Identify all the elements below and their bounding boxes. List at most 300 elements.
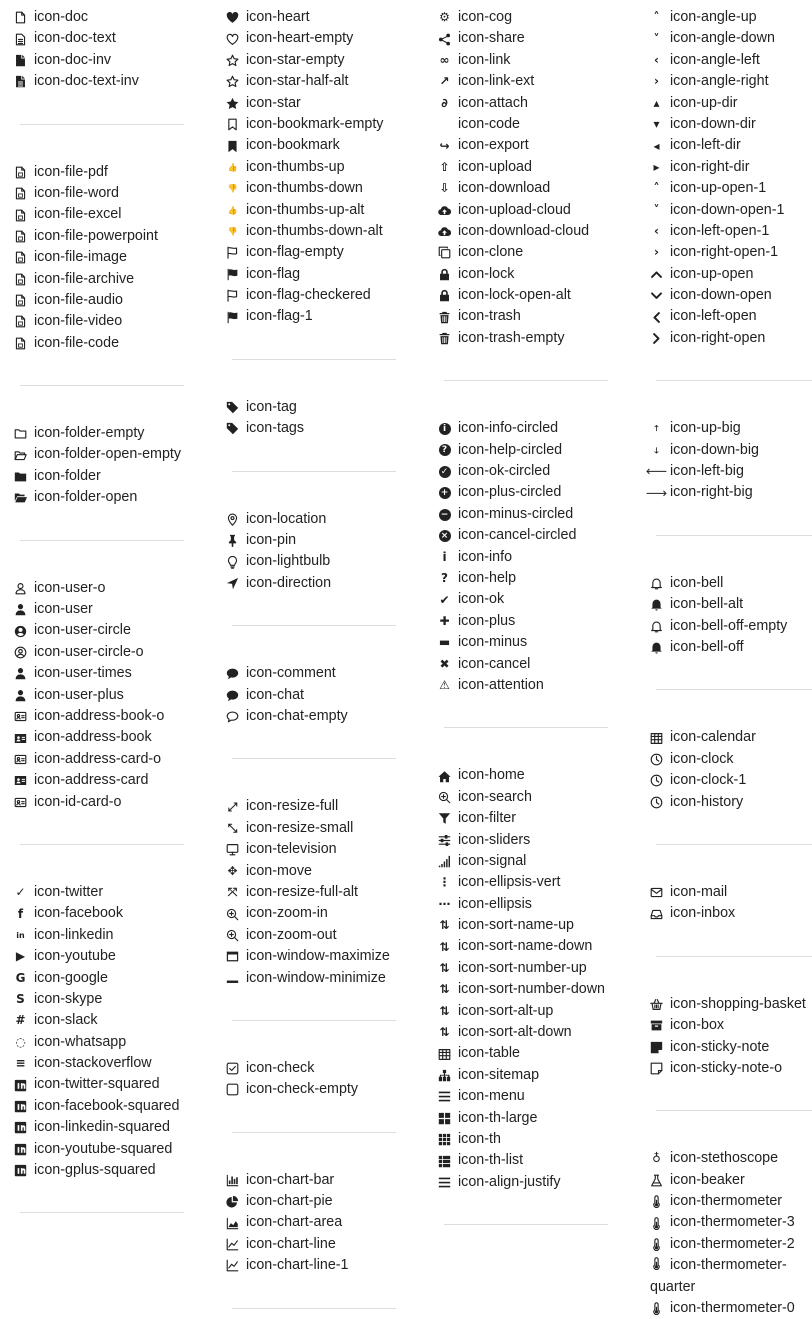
icon-list-item bbox=[14, 882, 199, 903]
icon-label: icon-inbox bbox=[670, 905, 736, 922]
icon-label: icon-sitemap bbox=[458, 1066, 540, 1083]
icon-list-item bbox=[438, 135, 608, 156]
icon-label: icon-download bbox=[458, 180, 551, 197]
icon-label: icon-resize-full-alt bbox=[246, 883, 359, 900]
icon-group bbox=[650, 727, 812, 813]
icon-label: icon-info-circled bbox=[458, 420, 559, 437]
icon-label: icon-attention bbox=[458, 676, 544, 693]
icon-label: icon-pin bbox=[246, 532, 297, 549]
zoom-icon bbox=[438, 791, 451, 804]
glyph-icon: G bbox=[15, 970, 26, 985]
bell-solid-icon bbox=[650, 598, 663, 611]
television-icon bbox=[226, 843, 239, 856]
icon-label: icon-location bbox=[246, 510, 327, 527]
icon-list-item bbox=[14, 620, 199, 641]
icon-list-item bbox=[438, 525, 608, 546]
glyph-icon: ▴ bbox=[653, 95, 660, 110]
glyph-icon: f bbox=[17, 906, 24, 921]
icon-list-item bbox=[438, 440, 608, 461]
icon-label: icon-right-big bbox=[670, 484, 753, 501]
sliders-icon bbox=[438, 834, 451, 847]
bookmark-icon bbox=[226, 140, 239, 153]
filter-icon bbox=[438, 812, 451, 825]
icon-group bbox=[14, 423, 199, 509]
glyph-icon: ⇅ bbox=[439, 961, 450, 976]
icon-label: icon-youtube-squared bbox=[34, 1140, 173, 1157]
icon-list-item bbox=[650, 285, 812, 306]
user-icon bbox=[14, 667, 27, 680]
glyph-icon: 👍 bbox=[227, 162, 238, 172]
icon-list-item bbox=[438, 114, 608, 135]
icon-label: icon-sort-name-up bbox=[458, 917, 575, 934]
icon-list-item bbox=[438, 830, 608, 851]
file-icon bbox=[14, 230, 27, 243]
user-o-icon bbox=[14, 582, 27, 595]
group-divider bbox=[656, 844, 812, 845]
icon-list-item bbox=[438, 872, 608, 893]
icon-label: icon-table bbox=[458, 1045, 520, 1062]
icon-list-item bbox=[14, 706, 199, 727]
icon-label: icon-chart-pie bbox=[246, 1193, 333, 1210]
icon-list-item bbox=[226, 178, 396, 199]
icon-group bbox=[438, 765, 608, 1193]
icon-label: icon-angle-left bbox=[670, 51, 760, 68]
glyph-icon: ⤡ bbox=[227, 820, 238, 835]
icon-list-item bbox=[226, 1234, 396, 1255]
icon-list-item bbox=[650, 1191, 812, 1212]
icon-list-item bbox=[226, 946, 396, 967]
glyph-icon: ⤧ bbox=[227, 885, 238, 900]
glyph-icon: ▶ bbox=[15, 949, 26, 964]
bell-solid-icon bbox=[650, 641, 663, 654]
icon-list-item bbox=[650, 71, 812, 92]
glyph-icon: ‹ bbox=[654, 52, 659, 67]
icon-label: icon-linkedin-squared bbox=[34, 1119, 170, 1136]
icon-label: icon-heart-empty bbox=[246, 30, 354, 47]
glyph-icon: ✖ bbox=[439, 656, 450, 671]
icon-label: icon-signal bbox=[458, 852, 527, 869]
icon-label: icon-flag-empty bbox=[246, 244, 344, 261]
icon-label: icon-cancel-circled bbox=[458, 527, 577, 544]
glyph-icon: › bbox=[654, 245, 659, 260]
icon-label: icon-export bbox=[458, 137, 529, 154]
icon-label: icon-file-image bbox=[34, 249, 127, 266]
thermo-icon bbox=[650, 1302, 663, 1315]
icon-list-item bbox=[226, 903, 396, 924]
group-divider bbox=[232, 471, 396, 472]
square-icon bbox=[14, 1100, 27, 1113]
icon-label: icon-plus bbox=[458, 612, 516, 629]
icon-label: icon-home bbox=[458, 767, 525, 784]
glyph-icon: # bbox=[15, 1013, 26, 1028]
icon-label: icon-download-cloud bbox=[458, 222, 590, 239]
star-empty-icon bbox=[226, 54, 239, 67]
card-o-icon bbox=[14, 796, 27, 809]
icon-list-item bbox=[650, 1015, 812, 1036]
folder-icon bbox=[14, 470, 27, 483]
icon-label: icon-clock-1 bbox=[670, 772, 747, 789]
icon-list-item bbox=[438, 93, 608, 114]
group-divider bbox=[232, 758, 396, 759]
flag-empty-icon bbox=[226, 289, 239, 302]
icon-label: icon-file-excel bbox=[34, 206, 122, 223]
icon-label: icon-flag bbox=[246, 265, 301, 282]
comment-icon bbox=[226, 667, 239, 680]
icon-list-item bbox=[14, 466, 199, 487]
icon-list-item bbox=[226, 968, 396, 989]
icon-list-item bbox=[438, 504, 608, 525]
glyph-icon: 🡑 bbox=[654, 424, 659, 434]
icon-list-item bbox=[438, 808, 608, 829]
icon-list-item bbox=[650, 770, 812, 791]
icon-label: icon-flag-checkered bbox=[246, 287, 371, 304]
icon-label: icon-file-video bbox=[34, 313, 123, 330]
icon-list-item bbox=[650, 1298, 812, 1319]
icon-label: icon-lock bbox=[458, 265, 515, 282]
icon-label: icon-down-open-1 bbox=[670, 201, 785, 218]
icon-list-item bbox=[14, 1160, 199, 1181]
tag-icon bbox=[226, 422, 239, 435]
glyph-icon: 👍 bbox=[227, 205, 238, 215]
icon-label: icon-file-pdf bbox=[34, 163, 108, 180]
icon-label: icon-youtube bbox=[34, 948, 116, 965]
icon-list-item bbox=[14, 903, 199, 924]
glyph-icon: ↗ bbox=[439, 74, 450, 89]
icon-label: icon-television bbox=[246, 841, 337, 858]
icon-list-item bbox=[650, 200, 812, 221]
card-icon bbox=[14, 774, 27, 787]
icon-label: icon-beaker bbox=[670, 1171, 745, 1188]
icon-label: icon-bookmark-empty bbox=[246, 115, 384, 132]
icon-list-item bbox=[650, 1037, 812, 1058]
group-divider bbox=[20, 844, 184, 845]
icon-label: icon-thumbs-up-alt bbox=[246, 201, 365, 218]
icon-label: icon-lightbulb bbox=[246, 553, 331, 570]
icon-list-item bbox=[438, 264, 608, 285]
icon-label: icon-file-audio bbox=[34, 291, 124, 308]
icon-list-item bbox=[226, 551, 396, 572]
folder-open-empty-icon bbox=[14, 449, 27, 462]
doc-text-inv-icon bbox=[14, 75, 27, 88]
clock-icon bbox=[650, 796, 663, 809]
thermo-icon bbox=[650, 1195, 663, 1208]
group-divider bbox=[656, 380, 812, 381]
icon-list-item bbox=[438, 461, 608, 482]
icon-label: icon-sort-number-down bbox=[458, 981, 605, 998]
icon-label: icon-th bbox=[458, 1130, 501, 1147]
icon-label: icon-angle-up bbox=[670, 9, 757, 25]
table-icon bbox=[438, 1048, 451, 1061]
icon-label: icon-tag bbox=[246, 398, 297, 415]
group-divider bbox=[20, 124, 184, 125]
icon-label: icon-clock bbox=[670, 750, 734, 767]
th-icon bbox=[438, 1133, 451, 1146]
icon-label: icon-box bbox=[670, 1017, 725, 1034]
icon-list-item bbox=[438, 418, 608, 439]
icon-group bbox=[650, 573, 812, 659]
icon-list-item bbox=[14, 792, 199, 813]
icon-label: icon-slack bbox=[34, 1012, 98, 1029]
icon-group bbox=[650, 882, 812, 925]
glyph-icon: ⇅ bbox=[439, 918, 450, 933]
icon-list-item bbox=[650, 637, 812, 658]
icon-label: icon-user-o bbox=[34, 579, 106, 596]
glyph-icon: ◌ bbox=[15, 1034, 26, 1049]
comment-empty-icon bbox=[226, 710, 239, 723]
icon-list-item bbox=[14, 1096, 199, 1117]
icon-list-item bbox=[226, 200, 396, 221]
icon-list-item bbox=[226, 7, 396, 28]
icon-label: icon-up-open bbox=[670, 265, 754, 282]
icon-list-item bbox=[14, 663, 199, 684]
icon-label: icon-right-dir bbox=[670, 158, 750, 175]
glyph-icon bbox=[438, 118, 451, 131]
icon-list-item bbox=[438, 915, 608, 936]
user-icon bbox=[14, 689, 27, 702]
icon-label: icon-left-big bbox=[670, 463, 744, 480]
icon-label: icon-address-book-o bbox=[34, 707, 165, 724]
icon-list-item bbox=[14, 925, 199, 946]
icon-label: icon-check bbox=[246, 1059, 315, 1076]
icon-label: icon-window-maximize bbox=[246, 948, 390, 965]
icon-list-item bbox=[650, 221, 812, 242]
icon-list-item bbox=[438, 894, 608, 915]
glyph-icon: ⋯ bbox=[438, 896, 451, 911]
icon-label: icon-direction bbox=[246, 574, 332, 591]
icon-label: icon-twitter bbox=[34, 883, 104, 900]
icon-list-item bbox=[14, 247, 199, 268]
icon-list-item bbox=[438, 7, 608, 28]
icon-list-item bbox=[438, 285, 608, 306]
icon-label: icon-thermometer-quarter bbox=[650, 1257, 787, 1295]
icon-list-item bbox=[645, 482, 812, 503]
bell-icon bbox=[650, 620, 663, 633]
icon-label: icon-chart-line-1 bbox=[246, 1257, 349, 1274]
icon-list-item bbox=[438, 787, 608, 808]
circle-glyph-icon: − bbox=[438, 508, 451, 521]
icon-label: icon-upload bbox=[458, 158, 532, 175]
icon-label: icon-thumbs-down-alt bbox=[246, 222, 383, 239]
icon-list-item bbox=[438, 1022, 608, 1043]
file-icon bbox=[14, 187, 27, 200]
icon-list-item bbox=[226, 1170, 396, 1191]
icon-list-item bbox=[650, 1234, 812, 1255]
star-icon bbox=[226, 97, 239, 110]
file-icon bbox=[14, 209, 27, 222]
icon-list-item bbox=[438, 1086, 608, 1107]
icon-label: icon-file-word bbox=[34, 184, 120, 201]
group-divider bbox=[232, 625, 396, 626]
circle-glyph-icon: ? bbox=[438, 444, 451, 457]
icon-list-item bbox=[650, 1212, 812, 1233]
icon-list-item bbox=[14, 1074, 199, 1095]
user-circle-icon bbox=[14, 625, 27, 638]
direction-icon bbox=[226, 577, 239, 590]
icon-group bbox=[438, 7, 608, 349]
flag-empty-icon bbox=[226, 246, 239, 259]
icon-label: icon-bell-alt bbox=[670, 596, 744, 613]
icon-label: icon-link-ext bbox=[458, 73, 535, 90]
icon-list-item bbox=[438, 1172, 608, 1193]
icon-label: icon-stackoverflow bbox=[34, 1055, 152, 1072]
icon-list-item bbox=[438, 547, 608, 568]
icon-label: icon-thermometer bbox=[670, 1193, 783, 1210]
file-icon bbox=[14, 294, 27, 307]
file-icon bbox=[14, 273, 27, 286]
icon-list-item bbox=[226, 93, 396, 114]
comment-icon bbox=[226, 689, 239, 702]
chart-area-icon bbox=[226, 1217, 239, 1230]
icon-label: icon-left-dir bbox=[670, 137, 741, 154]
icon-label: icon-cog bbox=[458, 9, 513, 25]
icon-group bbox=[226, 663, 396, 727]
icon-label: icon-tags bbox=[246, 420, 305, 437]
circle-glyph-icon: ✓ bbox=[438, 465, 451, 478]
icon-list-item bbox=[226, 530, 396, 551]
glyph-icon: ≡ bbox=[15, 1056, 26, 1071]
icon-list-item bbox=[14, 7, 199, 28]
icon-label: icon-bookmark bbox=[246, 137, 340, 154]
thermo-icon bbox=[650, 1257, 663, 1270]
icon-list-item bbox=[226, 397, 396, 418]
folder-open-icon bbox=[14, 491, 27, 504]
bookmark-empty-icon bbox=[226, 118, 239, 131]
bell-icon bbox=[650, 577, 663, 590]
glyph-icon: 🡐 bbox=[645, 467, 668, 477]
group-divider bbox=[20, 1212, 184, 1213]
icon-list-item bbox=[14, 269, 199, 290]
icon-list-item bbox=[438, 936, 608, 957]
icon-label: icon-thermometer-2 bbox=[670, 1235, 795, 1252]
icon-list-item bbox=[14, 1032, 199, 1053]
icon-label: icon-th-large bbox=[458, 1109, 538, 1126]
icon-list-item bbox=[650, 1058, 812, 1079]
sticky-icon bbox=[650, 1041, 663, 1054]
icon-list-item bbox=[226, 71, 396, 92]
flag-icon bbox=[226, 268, 239, 281]
icon-label: icon-file-archive bbox=[34, 270, 135, 287]
glyph-icon: ✥ bbox=[227, 863, 238, 878]
icon-label: icon-user bbox=[34, 601, 93, 618]
icon-label: icon-angle-right bbox=[670, 73, 769, 90]
clock-icon bbox=[650, 774, 663, 787]
icon-list-item bbox=[226, 663, 396, 684]
icon-list-item bbox=[14, 1139, 199, 1160]
icon-label: icon-link bbox=[458, 51, 511, 68]
icon-list-item bbox=[650, 1148, 812, 1169]
icon-label: icon-th-list bbox=[458, 1152, 524, 1169]
clock-icon bbox=[650, 753, 663, 766]
icon-label: icon-chart-bar bbox=[246, 1171, 335, 1188]
group-divider bbox=[656, 535, 812, 536]
glyph-icon: ⤢ bbox=[227, 799, 238, 814]
icon-list-item bbox=[226, 264, 396, 285]
glyph-icon: ♁ bbox=[652, 1151, 661, 1166]
icon-list-item bbox=[226, 1255, 396, 1276]
icon-list-item bbox=[438, 221, 608, 242]
icon-list-item bbox=[14, 727, 199, 748]
chev-left-icon bbox=[650, 311, 663, 324]
glyph-icon: ∂ bbox=[441, 95, 448, 110]
icon-label: icon-twitter-squared bbox=[34, 1076, 160, 1093]
cloud-icon bbox=[438, 225, 451, 238]
icon-list-item bbox=[438, 654, 608, 675]
icon-label: icon-up-open-1 bbox=[670, 180, 767, 197]
chart-bar-icon bbox=[226, 1174, 239, 1187]
group-divider bbox=[656, 1110, 812, 1111]
icon-list-item bbox=[226, 1191, 396, 1212]
icon-list-item bbox=[14, 642, 199, 663]
icon-label: icon-folder-open bbox=[34, 489, 138, 506]
glyph-icon: ⚠ bbox=[439, 678, 450, 693]
chev-down-icon bbox=[650, 289, 663, 302]
chart-pie-icon bbox=[226, 1195, 239, 1208]
icon-list-item bbox=[438, 71, 608, 92]
icon-list-item bbox=[226, 50, 396, 71]
icon-list-item bbox=[226, 925, 396, 946]
chart-line-icon bbox=[226, 1259, 239, 1272]
icon-label: icon-sort-name-down bbox=[458, 938, 593, 955]
icon-list-item bbox=[14, 968, 199, 989]
icon-list-item bbox=[14, 28, 199, 49]
icon-label: icon-align-justify bbox=[458, 1173, 561, 1190]
icon-label: icon-down-big bbox=[670, 441, 760, 458]
icon-group bbox=[226, 509, 396, 595]
icon-list-item bbox=[226, 818, 396, 839]
glyph-icon: ∞ bbox=[439, 52, 450, 67]
glyph-icon: ▸ bbox=[653, 159, 660, 174]
icon-list-item bbox=[438, 328, 608, 349]
glyph-icon: ⋮ bbox=[438, 875, 451, 890]
icon-label: icon-sliders bbox=[458, 831, 531, 848]
icon-label: icon-down-dir bbox=[670, 115, 756, 132]
icon-label: icon-move bbox=[246, 862, 312, 879]
doc-icon bbox=[14, 11, 27, 24]
chev-up-icon bbox=[650, 268, 663, 281]
icon-list-item bbox=[650, 93, 812, 114]
icon-list-item bbox=[650, 994, 812, 1015]
mail-icon bbox=[650, 886, 663, 899]
icon-label: icon-folder-empty bbox=[34, 425, 145, 442]
circle-glyph-icon: + bbox=[438, 487, 451, 500]
icon-list-item bbox=[14, 685, 199, 706]
icon-label: icon-left-open bbox=[670, 308, 757, 325]
icon-list-item bbox=[14, 333, 199, 354]
icon-list-item bbox=[650, 749, 812, 770]
icon-list-item bbox=[226, 509, 396, 530]
glyph-icon: › bbox=[654, 74, 659, 89]
card-o-icon bbox=[14, 753, 27, 766]
icon-list-item bbox=[226, 706, 396, 727]
glyph-icon: 👎 bbox=[227, 227, 238, 237]
tag-icon bbox=[226, 401, 239, 414]
icon-label: icon-history bbox=[670, 793, 744, 810]
glyph-icon: ‹ bbox=[654, 224, 659, 239]
icon-list-item bbox=[14, 770, 199, 791]
user-icon bbox=[14, 603, 27, 616]
thermo-icon bbox=[650, 1217, 663, 1230]
sitemap-icon bbox=[438, 1069, 451, 1082]
heart-empty-icon bbox=[226, 33, 239, 46]
icon-label: icon-share bbox=[458, 30, 525, 47]
th-list-icon bbox=[438, 1155, 451, 1168]
group-divider bbox=[232, 1132, 396, 1133]
glyph-icon: ⇅ bbox=[439, 939, 450, 954]
icon-label: icon-folder-open-empty bbox=[34, 446, 182, 463]
zoom-icon bbox=[226, 908, 239, 921]
icon-label: icon-ellipsis-vert bbox=[458, 874, 561, 891]
circle-glyph-icon: i bbox=[438, 422, 451, 435]
